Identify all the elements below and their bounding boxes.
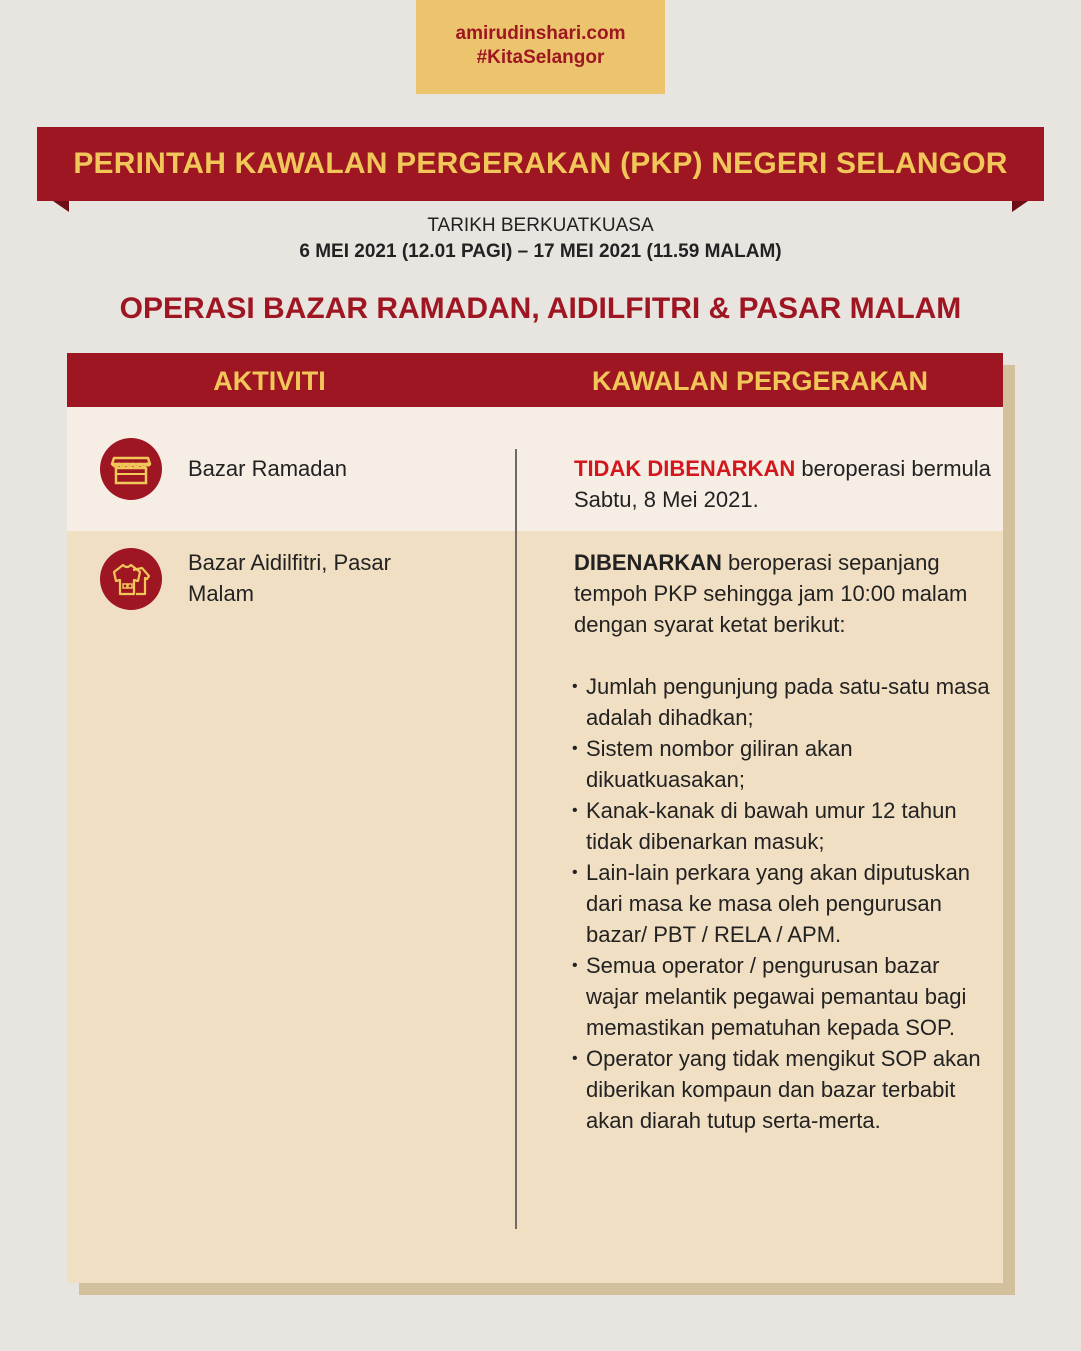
effective-range: 6 MEI 2021 (12.01 PAGI) – 17 MEI 2021 (11.59 MALAM) xyxy=(299,241,782,262)
stall-icon xyxy=(100,438,162,500)
website-url: amirudinshari.com xyxy=(455,23,626,44)
hashtag: #KitaSelangor xyxy=(476,47,605,68)
control-bazar-ramadan xyxy=(574,453,994,515)
header-control: KAWALAN PERGERAKAN xyxy=(591,366,928,396)
effective-dates xyxy=(0,213,1081,265)
control-bazar-aidilfitri xyxy=(574,547,994,1136)
list-item: • Semua operator / pengurusan bazar wajar melantik pegawai pemantau bagi memastikan pematuhan kepada SOP. xyxy=(574,950,994,1043)
website-tag xyxy=(416,0,665,94)
list-item: • Jumlah pengunjung pada satu-satu masa adalah dihadkan; xyxy=(574,671,994,733)
clothes-icon xyxy=(100,548,162,610)
section-title: OPERASI BAZAR RAMADAN, AIDILFITRI & PASAR MALAM xyxy=(119,292,962,325)
conditions-list xyxy=(574,671,994,1136)
status-allowed: DIBENARKAN xyxy=(574,550,722,575)
list-item: • Sistem nombor giliran akan dikuatkuasakan; xyxy=(574,733,994,795)
status-not-allowed: TIDAK DIBENARKAN xyxy=(574,456,796,481)
header-activity: AKTIVITI xyxy=(213,366,326,396)
effective-label: TARIKH BERKUATKUASA xyxy=(427,215,654,236)
list-item: • Lain-lain perkara yang akan diputuskan dari masa ke masa oleh pengurusan bazar/ PBT / RELA / APM. xyxy=(574,857,994,950)
page-title: PERINTAH KAWALAN PERGERAKAN (PKP) NEGERI SELANGOR xyxy=(73,147,1008,180)
title-banner xyxy=(37,127,1044,201)
control-detail: beroperasi sepanjang tempoh PKP sehingga jam 10:00 malam dengan syarat ketat berikut: xyxy=(574,550,968,637)
list-item: • Kanak-kanak di bawah umur 12 tahun tidak dibenarkan masuk; xyxy=(574,795,994,857)
column-divider xyxy=(515,449,517,1229)
activity-bazar-ramadan: Bazar Ramadan xyxy=(188,456,347,481)
control-detail: beroperasi bermula Sabtu, 8 Mei 2021. xyxy=(574,456,991,512)
rules-table xyxy=(67,353,1003,1283)
list-item: • Operator yang tidak mengikut SOP akan diberikan kompaun dan bazar terbabit akan diarah tutup serta-merta. xyxy=(574,1043,994,1136)
table-header xyxy=(67,353,1003,407)
activity-bazar-aidilfitri: Bazar Aidilfitri, Pasar Malam xyxy=(188,550,391,606)
control-intro xyxy=(574,547,994,640)
